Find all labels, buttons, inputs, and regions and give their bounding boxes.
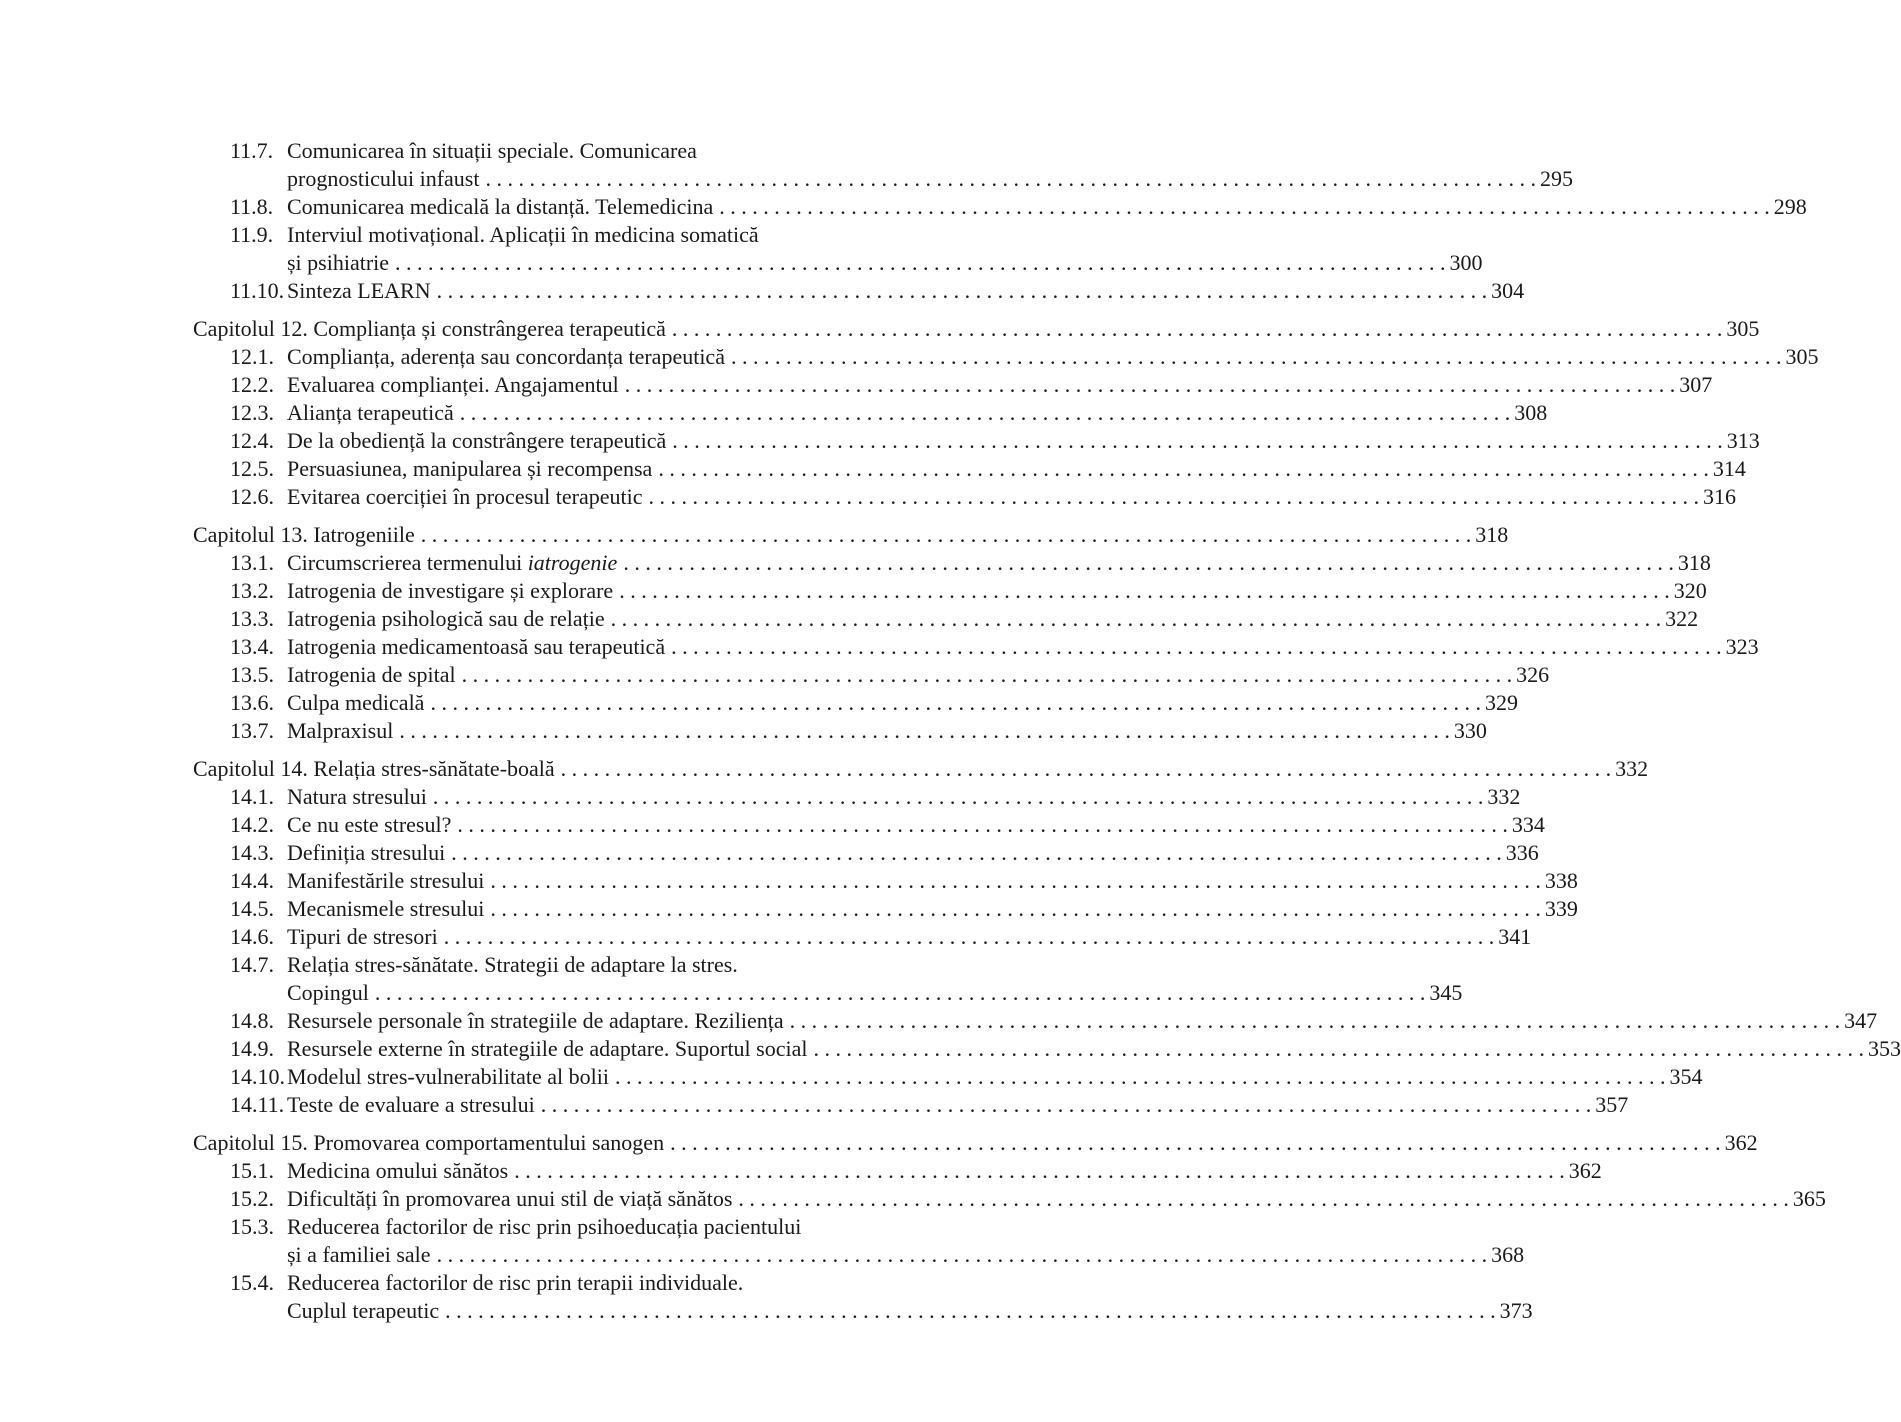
entry-title: Medicina omului sănătos [287,1158,509,1183]
page-number: 354 [1669,1064,1703,1089]
dot-leader [541,1091,1592,1119]
entry-title: Capitolul 13. Iatrogeniile [193,522,415,547]
dot-leader [672,315,1723,343]
page-number: 316 [1702,484,1736,509]
page-number: 368 [1491,1242,1525,1267]
toc-entry [193,839,1539,867]
entry-number: 12.1. [230,344,274,369]
entry-title: Persuasiunea, manipularea și recompensa [287,456,653,481]
dot-leader [514,1157,1565,1185]
page-number: 313 [1726,428,1760,453]
dot-leader [375,979,1426,1007]
entry-number: 12.4. [230,428,274,453]
entry-number: 12.5. [230,456,274,481]
entry-title: Mecanismele stresului [287,896,485,921]
entry-number: 14.3. [230,840,274,865]
entry-number: 14.1. [230,784,274,809]
entry-number: 13.1. [230,550,274,575]
entry-number: 14.5. [230,896,274,921]
entry-number: 13.6. [230,690,274,715]
entry-title: Relația stres-sănătate. Strategii de adaptare la stres. [287,952,738,977]
entry-number: 12.3. [230,400,274,425]
entry-title-text: Circumscrierea termenului [287,550,528,575]
entry-title: Teste de evaluare a stresului [287,1092,535,1117]
page-number: 318 [1475,522,1509,547]
toc-entry [193,1297,1533,1325]
entry-title: Definiția stresului [287,840,446,865]
toc-entry [193,1091,1629,1119]
entry-number: 13.5. [230,662,274,687]
dot-leader [460,399,1511,427]
toc-entry [193,979,1463,1007]
entry-title: Reducerea factorilor de risc prin psihoeducația pacientului [287,1214,802,1239]
toc-entry [193,221,905,249]
page-number: 334 [1511,812,1545,837]
page-number: 357 [1595,1092,1629,1117]
dot-leader [395,249,1446,277]
entry-title: și a familiei sale [287,1242,431,1267]
dot-leader [437,1241,1488,1269]
page-number: 329 [1484,690,1518,715]
toc-entry [193,689,1518,717]
page-number: 341 [1498,924,1532,949]
toc-entry [193,867,1578,895]
page-number: 362 [1568,1158,1602,1183]
toc-chapter-entry [193,521,1509,549]
page-number: 345 [1429,980,1463,1005]
dot-leader [719,193,1770,221]
entry-title: Capitolul 15. Promovarea comportamentului sanogen [193,1130,665,1155]
entry-number: 15.2. [230,1186,274,1211]
entry-number: 12.6. [230,484,274,509]
entry-title: Alianța terapeutică [287,400,454,425]
dot-leader [444,923,1495,951]
page-number: 304 [1491,278,1525,303]
toc-entry [193,717,1487,745]
page-number: 308 [1514,400,1548,425]
entry-title: Complianța, aderența sau concordanța terapeutică [287,344,725,369]
dot-leader [611,605,1662,633]
entry-title: De la obediență la constrângere terapeutică [287,428,667,453]
dot-leader [430,689,1481,717]
toc-entry [193,277,1525,305]
toc-entry [193,455,1746,483]
entry-number: 15.3. [230,1214,274,1239]
dot-leader [399,717,1450,745]
toc-entry [193,661,1550,689]
page-number: 305 [1785,344,1819,369]
toc-chapter-entry [193,1129,1758,1157]
entry-title: Copingul [287,980,369,1005]
dot-leader [625,371,1676,399]
page-number: 295 [1539,166,1573,191]
dot-leader [731,343,1782,371]
entry-number: 13.2. [230,578,274,603]
dot-leader [457,811,1508,839]
table-of-contents [193,137,1901,1325]
toc-entry [193,249,1483,277]
page-number: 336 [1505,840,1539,865]
entry-number: 13.4. [230,634,274,659]
dot-leader [623,549,1674,577]
page-number: 298 [1773,194,1807,219]
page-number: 300 [1449,250,1483,275]
toc-entry [193,783,1521,811]
toc-entry [193,895,1578,923]
dot-leader [738,1185,1789,1213]
entry-number: 11.10. [230,278,285,303]
dot-leader [462,661,1513,689]
dot-leader [433,783,1484,811]
dot-leader [421,521,1472,549]
toc-entry [193,1063,1703,1091]
entry-title: prognosticului infaust [287,166,480,191]
entry-number: 11.8. [230,194,274,219]
toc-entry [193,193,1807,221]
page-number: 373 [1499,1298,1533,1323]
dot-leader [490,867,1541,895]
toc-entry [193,1157,1602,1185]
toc-entry [193,605,1699,633]
toc-entry [193,399,1548,427]
toc-entry [193,1185,1826,1213]
entry-number: 15.1. [230,1158,274,1183]
entry-title-italic: iatrogenie [527,550,618,575]
page-number: 332 [1487,784,1521,809]
page-number: 347 [1844,1008,1878,1033]
page-number: 353 [1867,1036,1901,1061]
dot-leader [445,1297,1496,1325]
entry-number: 14.6. [230,924,274,949]
toc-entry [193,371,1713,399]
entry-title: Tipuri de stresori [287,924,438,949]
dot-leader [658,455,1709,483]
toc-entry [193,165,1573,193]
entry-title: Interviul motivațional. Aplicații în medicina somatică [287,222,759,247]
page-number: 365 [1792,1186,1826,1211]
entry-title: Sinteza LEARN [287,278,431,303]
entry-title: Comunicarea în situații speciale. Comunicarea [287,138,697,163]
entry-title: Malpraxisul [287,718,394,743]
entry-number: 14.7. [230,952,274,977]
dot-leader [485,165,1536,193]
entry-title: Capitolul 12. Complianța și constrângerea terapeutică [193,316,666,341]
dot-leader [437,277,1488,305]
toc-entry [193,633,1759,661]
entry-title: Resursele externe în strategiile de adaptare. Suportul social [287,1036,808,1061]
page-number: 330 [1453,718,1487,743]
entry-title: Resursele personale în strategiile de adaptare. Reziliența [287,1008,784,1033]
entry-number: 12.2. [230,372,274,397]
entry-title: Ce nu este stresul? [287,812,452,837]
page-number: 332 [1615,756,1649,781]
page-number: 307 [1679,372,1713,397]
dot-leader [813,1035,1864,1063]
entry-title: Evitarea coerciției în procesul terapeutic [287,484,643,509]
entry-number: 14.4. [230,868,274,893]
entry-number: 14.10. [230,1064,285,1089]
entry-title: Iatrogenia psihologică sau de relație [287,606,605,631]
toc-entry [193,1035,1901,1063]
toc-entry [193,1241,1525,1269]
entry-number: 11.7. [230,138,274,163]
entry-title: și psihiatrie [287,250,390,275]
toc-entry [193,483,1736,511]
page-number: 323 [1725,634,1759,659]
entry-number: 14.2. [230,812,274,837]
page-number: 339 [1544,896,1578,921]
entry-title: Reducerea factorilor de risc prin terapii individuale. [287,1270,744,1295]
entry-number: 15.4. [230,1270,274,1295]
entry-title: Iatrogenia de investigare și explorare [287,578,614,603]
toc-entry [193,1269,905,1297]
toc-entry [193,427,1760,455]
entry-number: 14.8. [230,1008,274,1033]
dot-leader [490,895,1541,923]
toc-entry [193,923,1532,951]
page-number: 314 [1712,456,1746,481]
page-number: 305 [1726,316,1760,341]
toc-entry [193,1213,905,1241]
entry-title: Dificultăți în promovarea unui stil de viață sănătos [287,1186,733,1211]
toc-chapter-entry [193,315,1760,343]
entry-number: 13.3. [230,606,274,631]
toc-entry [193,951,905,979]
page-number: 320 [1673,578,1707,603]
entry-title: Natura stresului [287,784,427,809]
dot-leader [648,483,1699,511]
entry-title: Evaluarea complianței. Angajamentul [287,372,619,397]
dot-leader [672,427,1723,455]
toc-entry [193,137,905,165]
entry-title: Cuplul terapeutic [287,1298,440,1323]
toc-chapter-entry [193,755,1649,783]
entry-title: Iatrogenia de spital [287,662,456,687]
dot-leader [561,755,1612,783]
dot-leader [615,1063,1666,1091]
toc-entry [193,343,1819,371]
entry-title: Modelul stres-vulnerabilitate al bolii [287,1064,609,1089]
entry-title: Comunicarea medicală la distanță. Telemedicina [287,194,714,219]
entry-number: 11.9. [230,222,274,247]
dot-leader [790,1007,1841,1035]
entry-title: Manifestările stresului [287,868,485,893]
dot-leader [670,1129,1721,1157]
toc-entry [193,811,1545,839]
page-number: 338 [1544,868,1578,893]
entry-number: 14.11. [230,1092,285,1117]
entry-title: Capitolul 14. Relația stres-sănătate-boală [193,756,555,781]
dot-leader [619,577,1670,605]
toc-entry [193,577,1707,605]
entry-title: Iatrogenia medicamentoasă sau terapeutică [287,634,666,659]
toc-entry [193,1007,1878,1035]
entry-title [287,549,617,577]
page-number: 326 [1516,662,1550,687]
dot-leader [451,839,1502,867]
entry-title: Culpa medicală [287,690,425,715]
page-number: 322 [1665,606,1699,631]
dot-leader [671,633,1722,661]
toc-entry [193,549,1711,577]
page-number: 362 [1724,1130,1758,1155]
page-number: 318 [1677,550,1711,575]
entry-number: 14.9. [230,1036,274,1061]
entry-number: 13.7. [230,718,274,743]
